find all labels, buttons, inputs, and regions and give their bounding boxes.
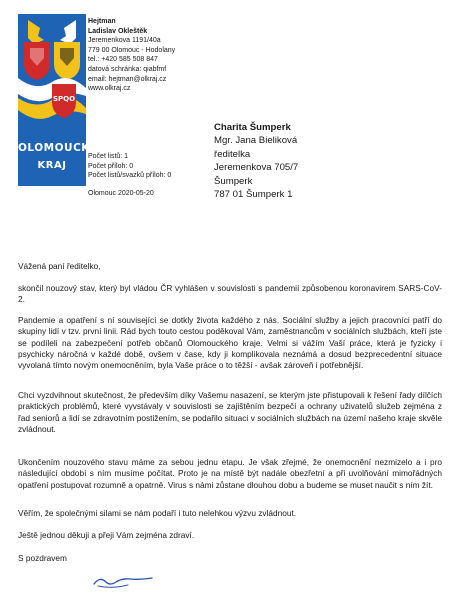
sender-person: Ladislav Okleštěk: [88, 27, 148, 35]
recipient-postcode: 787 01 Šumperk 1: [214, 189, 293, 201]
letter-paragraph-5: Věřím, že společnými silami se nám podaří i tuto nelehkou výzvu zvládnout.: [18, 508, 297, 518]
meta-attachment-sheets: Počet listů/svazků příloh: 0: [88, 172, 172, 180]
sender-website: www.olkraj.cz: [88, 85, 131, 93]
sender-address-street: Jeremenkova 1191/40a: [88, 37, 161, 45]
sender-phone: tel.: +420 585 508 847: [88, 56, 158, 64]
letter-greeting: Vážená paní ředitelko,: [18, 261, 101, 271]
letter-paragraph-1: skončil nouzový stav, který byl vládou ČR vyhlášen v souvislosti s pandemií způsobenou koronavirem SARS-CoV-2.: [18, 283, 442, 305]
recipient-town: Šumperk: [214, 175, 253, 187]
recipient-role: ředitelka: [214, 148, 251, 160]
shield-text: SPQO: [52, 95, 76, 103]
olomoucky-kraj-logo: [18, 14, 99, 186]
letter-paragraph-3: Chci vyzdvihnout skutečnost, že především díky Vašemu nasazení, se kterým jste přistupovali k řešení řady dílčích praktických problémů, které vyvstávaly v souvislosti se zajištěním bezpečí a ochrany uživatelů služeb zejména z řad seniorů a lidí se zdravotním postižením, se podařilo situaci v sociálních službách na území našeho kraje skvěle zvládnout.: [18, 390, 442, 434]
sender-block: [88, 17, 175, 94]
sender-title: Hejtman: [88, 18, 116, 25]
meta-attachments: Počet příloh: 0: [88, 162, 134, 170]
logo-line2: KRAJ: [37, 160, 67, 171]
letter-paragraph-6: Ještě jednou děkuji a přeji Vám zejména zdraví.: [18, 530, 195, 540]
meta-pages: Počet listů: 1: [88, 153, 129, 160]
letter-closing: S pozdravem: [18, 553, 67, 563]
sender-address-city: 779 00 Olomouc - Hodolany: [88, 46, 176, 54]
recipient-street: Jeremenkova 705/7: [214, 162, 299, 174]
letter-date: Olomouc 2020-05-20: [88, 190, 154, 197]
recipient-org: Charita Šumperk: [214, 122, 291, 133]
sender-data-box: datová schránka: qiabfmf: [88, 65, 167, 73]
letter-paragraph-4: Ukončením nouzového stavu máme za sebou jednu etapu. Je však zřejmé, že onemocnění nezmizelo a i pro následující období s ním musíme počítat. Proto je na místě být nadále obezřetní a při uvolňování mimořádných opatření postupovat rozumně a opatrně. Virus s námi zůstane dlouhou dobu a budeme se muset naučit s ním žít.: [18, 457, 442, 490]
recipient-name: Mgr. Jana Bieliková: [214, 135, 298, 147]
logo-line1: OLOMOUCKÝ: [18, 142, 99, 154]
document-meta: [88, 152, 171, 181]
sender-email: email: hejtman@olkraj.cz: [88, 75, 167, 83]
recipient-block: [214, 121, 298, 201]
coat-of-arms-emblem: [18, 14, 86, 134]
letter-paragraph-2: Pandemie a opatření s ní související se dotkly života každého z nás. Sociální služby a jejich pracovníci patří do skupiny lidí v tzv. první linii. Rád bych touto cestou poděkoval Vám, zaměstnancům v sociálních službách, kteří jste se podíleli na zabezpečení potřeb občanů Olomouckého kraje. Velmi si vážím Vaší práce, která je fyzicky i psychicky náročná v každé době, ovšem v čase, kdy ji komplikovala neznámá a dosud bezprecedentní situace vyvolaná tímto novým onemocněním, byla Vaše práce o to těžší - avšak zároveň i potřebnější.: [18, 315, 442, 371]
handwritten-signature: [90, 572, 160, 590]
